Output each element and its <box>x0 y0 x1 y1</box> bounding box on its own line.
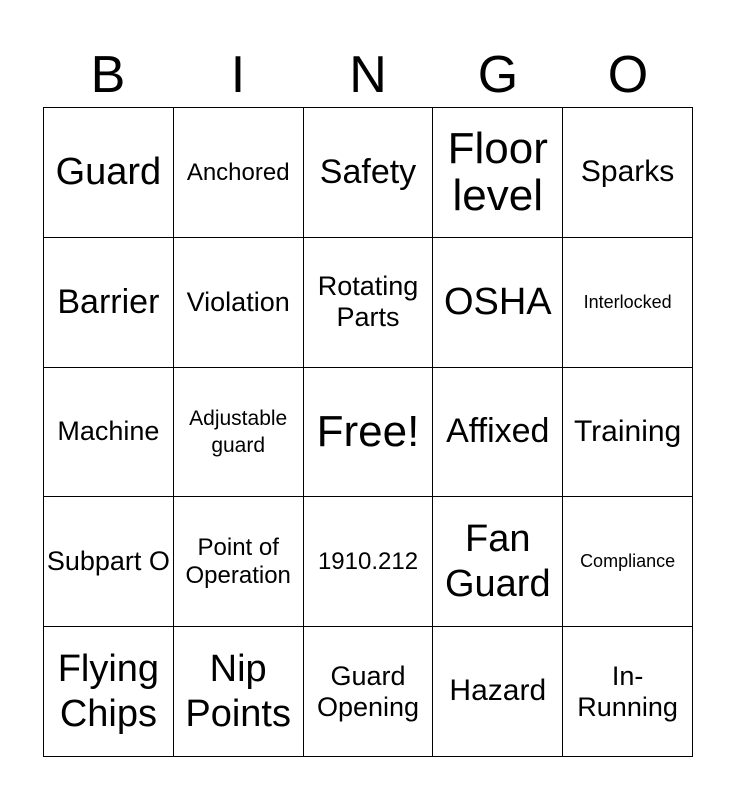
bingo-cell[interactable]: Fan Guard <box>433 497 563 627</box>
free-space[interactable]: Free! <box>304 368 434 498</box>
header-letter-n: N <box>349 46 387 104</box>
header-letter-o: O <box>607 46 649 104</box>
bingo-cell[interactable]: Flying Chips <box>44 627 174 757</box>
bingo-cell[interactable]: Floor level <box>433 108 563 238</box>
bingo-cell[interactable]: Machine <box>44 368 174 498</box>
bingo-cell[interactable]: Barrier <box>44 238 174 368</box>
bingo-cell[interactable]: In-Running <box>563 627 693 757</box>
bingo-cell[interactable]: 1910.212 <box>304 497 434 627</box>
bingo-cell[interactable]: Anchored <box>174 108 304 238</box>
bingo-grid <box>43 107 693 757</box>
bingo-cell[interactable]: Violation <box>174 238 304 368</box>
bingo-cell[interactable]: Hazard <box>433 627 563 757</box>
bingo-cell[interactable]: Guard <box>44 108 174 238</box>
bingo-cell[interactable]: Training <box>563 368 693 498</box>
bingo-cell[interactable]: Rotating Parts <box>304 238 434 368</box>
bingo-cell[interactable]: Affixed <box>433 368 563 498</box>
bingo-cell[interactable]: Sparks <box>563 108 693 238</box>
bingo-cell[interactable]: Nip Points <box>174 627 304 757</box>
bingo-cell[interactable]: OSHA <box>433 238 563 368</box>
bingo-cell[interactable]: Guard Opening <box>304 627 434 757</box>
bingo-cell[interactable]: Safety <box>304 108 434 238</box>
bingo-cell[interactable]: Point of Operation <box>174 497 304 627</box>
header-letter-g: G <box>477 46 519 104</box>
bingo-cell[interactable]: Adjustable guard <box>174 368 304 498</box>
bingo-cell[interactable]: Interlocked <box>563 238 693 368</box>
header-letter-i: I <box>230 46 246 104</box>
header-letter-b: B <box>90 46 126 104</box>
bingo-cell[interactable]: Subpart O <box>44 497 174 627</box>
bingo-header <box>43 44 693 106</box>
bingo-cell[interactable]: Compliance <box>563 497 693 627</box>
